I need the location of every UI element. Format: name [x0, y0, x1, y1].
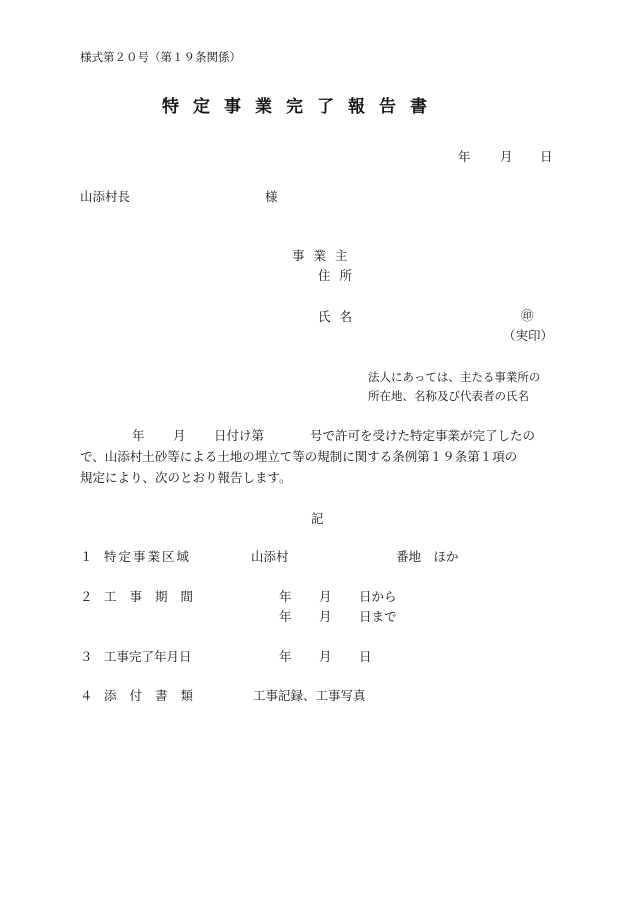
- date-day: 日: [540, 149, 553, 164]
- item-2-from-year: 年: [279, 589, 292, 604]
- addressee-honorific: 様: [265, 189, 278, 204]
- body-line-2: で、山添村土砂等による土地の埋立て等の規制に関する条例第１９条第１項の: [80, 449, 518, 464]
- date-month: 月: [500, 149, 513, 164]
- item-3-year: 年: [279, 649, 292, 664]
- seal-mark: ㊞: [521, 308, 534, 323]
- item-1-label: 特定事業区域: [104, 549, 192, 564]
- item-2-label: 工事期間: [104, 589, 207, 604]
- item-2-number: ２: [80, 589, 93, 604]
- body-month: 月: [173, 428, 186, 443]
- item-2-to-day: 日まで: [359, 609, 397, 624]
- body-line-3: 規定により、次のとおり報告します。: [80, 470, 292, 485]
- item-3-month: 月: [319, 649, 332, 664]
- form-number: 様式第２０号（第１９条関係）: [80, 50, 241, 64]
- name-label: 氏名: [318, 309, 362, 324]
- body-year: 年: [132, 428, 145, 443]
- item-4-label: 添付書類: [104, 688, 207, 703]
- date-year: 年: [458, 149, 471, 164]
- seal-note: （実印）: [503, 328, 554, 343]
- addressee-name: 山添村長: [80, 189, 131, 204]
- item-1-number: １: [80, 549, 93, 564]
- business-owner-label: 事業主: [292, 248, 357, 263]
- item-3-label: 工事完了年月日: [104, 649, 192, 664]
- item-2-to-year: 年: [279, 609, 292, 624]
- item-1-lot: 番地 ほか: [396, 549, 459, 564]
- document-title: 特定事業完了報告書: [162, 97, 441, 117]
- corp-note-line-1: 法人にあっては、主たる事業所の: [368, 370, 541, 384]
- item-2-to-month: 月: [319, 609, 332, 624]
- item-1-village: 山添村: [251, 549, 289, 564]
- item-2-from-month: 月: [319, 589, 332, 604]
- ki-heading: 記: [311, 511, 324, 526]
- item-3-day: 日: [359, 649, 372, 664]
- body-day: 日付け第: [214, 428, 265, 443]
- item-4-value: 工事記録、工事写真: [253, 688, 366, 703]
- item-3-number: ３: [80, 649, 93, 664]
- body-line-1: 号で許可を受けた特定事業が完了したの: [310, 428, 536, 443]
- item-4-number: ４: [80, 688, 93, 703]
- item-2-from-day: 日から: [359, 589, 397, 604]
- corp-note-line-2: 所在地、名称及び代表者の氏名: [368, 389, 529, 403]
- address-label: 住所: [318, 268, 362, 283]
